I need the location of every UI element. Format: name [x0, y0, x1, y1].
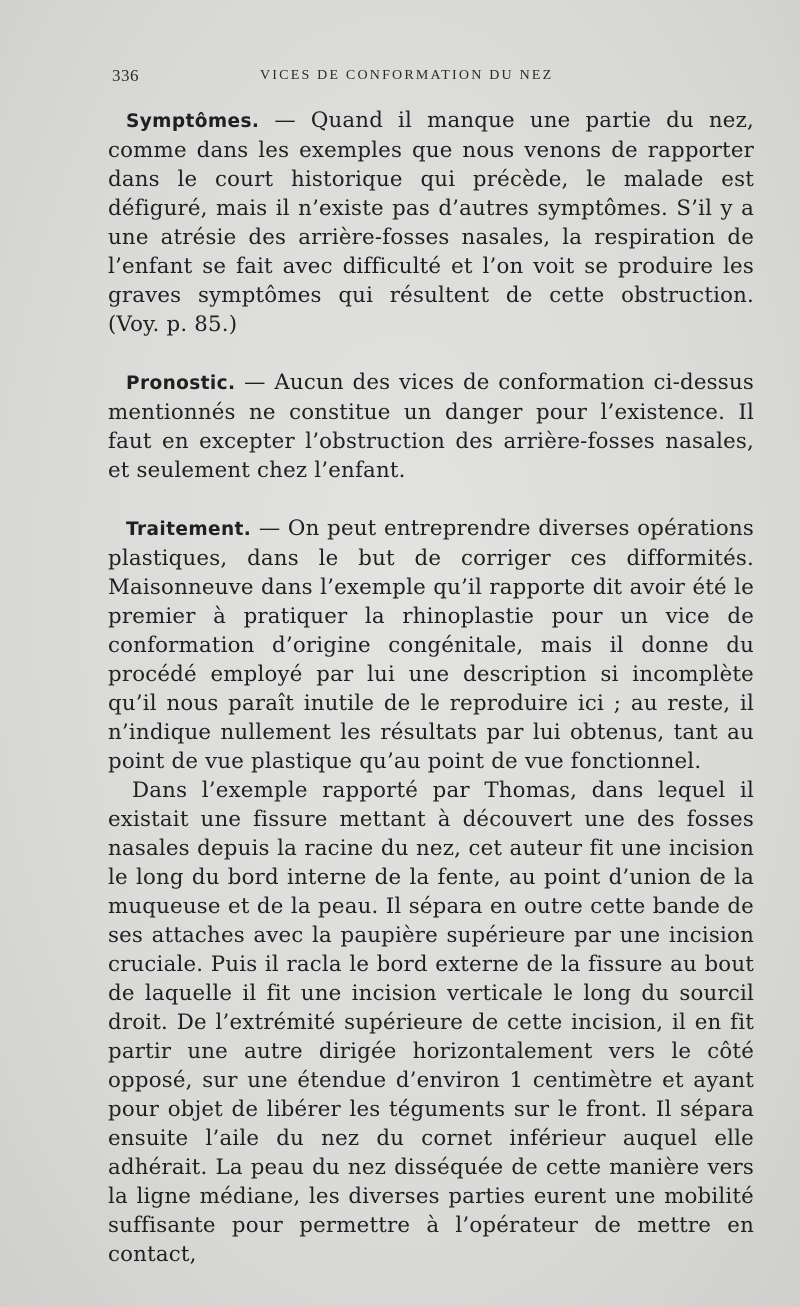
section-spacer [108, 339, 754, 368]
paragraph-traitement [108, 514, 754, 776]
text-symptomes: — Quand il manque une partie du nez, comme dans les exemples que nous venons de rapporter dans le court historique qui précède, le malade est défiguré, mais il n’existe pas d’autres symptômes. S’il y a une atrésie des arrière-fosses nasales, la respiration de l’enfant se fait avec difficulté et l’on voit se produire les graves symptômes qui résultent de cette obstruction. (Voy. p. 85.) [108, 108, 754, 337]
heading-symptomes: Symptômes. [126, 111, 260, 132]
page-body [108, 106, 754, 1269]
paragraph-thomas: Dans l’exemple rapporté par Thomas, dans lequel il existait une fissure mettant à découvert une des fosses nasales depuis la racine du nez, cet auteur fit une incision le long du bord interne de la fente, au point d’union de la muqueuse et de la peau. Il sépara en outre cette bande de ses attaches avec la paupière supérieure par une incision cruciale. Puis il racla le bord externe de la fissure au bout de laquelle il fit une incision verticale le long du sourcil droit. De l’extrémité supérieure de cette incision, il en fit partir une autre dirigée horizontalement vers le côté opposé, sur une étendue d’environ 1 centimètre et ayant pour objet de libérer les téguments sur le front. Il sépara ensuite l’aile du nez du cornet inférieur auquel elle adhérait. La peau du nez disséquée de cette manière vers la ligne médiane, les diverses parties eurent une mobilité suffisante pour permettre à l’opérateur de mettre en contact, [108, 778, 754, 1267]
text-traitement: — On peut entreprendre diverses opérations plastiques, dans le but de corriger ces difformités. Maisonneuve dans l’exemple qu’il rapporte dit avoir été le premier à pratiquer la rhinoplastie pour un vice de conformation d’origine congénitale, mais il donne du procédé employé par lui une description si incomplète qu’il nous paraît inutile de le reproduire ici ; au reste, il n’indique nullement les résultats par lui obtenus, tant au point de vue plastique qu’au point de vue fonctionnel. [108, 516, 754, 774]
heading-pronostic: Pronostic. [126, 373, 236, 394]
section-spacer [108, 485, 754, 514]
paragraph-pronostic [108, 368, 754, 485]
page-header [112, 66, 752, 94]
page-number: 336 [112, 66, 139, 85]
paragraph-symptomes [108, 106, 754, 339]
running-title: VICES DE CONFORMATION DU NEZ [260, 68, 554, 83]
text-pronostic: — Aucun des vices de conformation ci-dessus mentionnés ne constitue un danger pour l’existence. Il faut en excepter l’obstruction des arrière-fosses nasales, et seulement chez l’enfant. [108, 370, 754, 483]
heading-traitement: Traitement. [126, 519, 252, 540]
